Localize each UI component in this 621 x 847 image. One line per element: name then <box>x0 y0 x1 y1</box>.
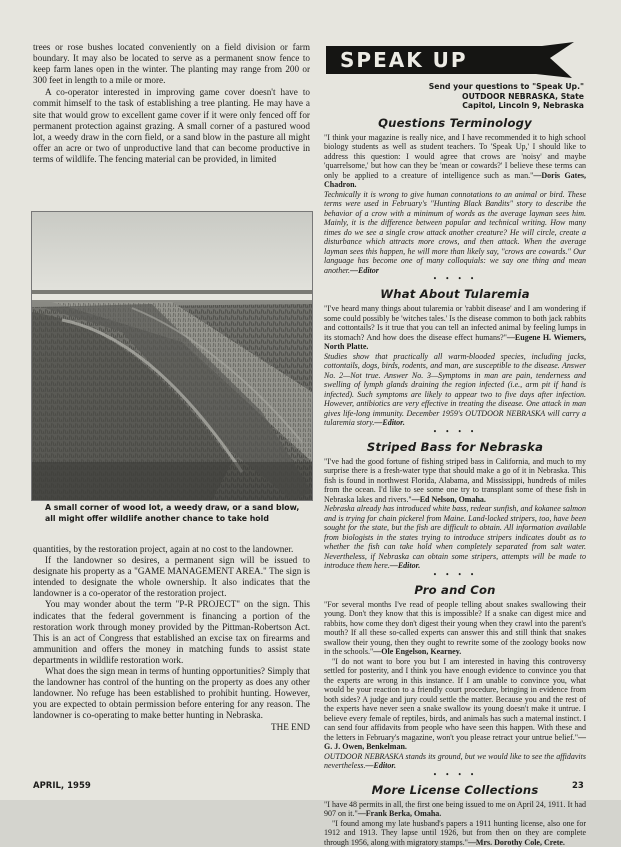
section-divider: • • • • <box>432 275 478 284</box>
speak-up-banner <box>324 40 586 80</box>
section-divider: • • • • <box>432 427 478 436</box>
page-number: 23 <box>572 781 584 791</box>
section-heading: Pro and Con <box>414 582 496 597</box>
editor-reply: Nebraska already has introduced white bass, redear sunfish, and kokanee salmon and is trying for chain pickerel from Maine. Land-locked stripers, too, have been sought for the state, but the fish are difficult to obtain. All information available from biologists in the states trying to introduce stripers indicates doubt as to whether the fish can take hold when completely separated from salt water. Nevertheless, if Nebraska can obtain some stripers, attempts will be made to introduce them here.—Editor. <box>324 504 586 571</box>
reader-letter: "I found among my late husband's papers a 1911 hunting license, also one for 1912 and 1913. They lapse until 1926, but from then on they are complete through 1956, along with migratory stamps."—Mrs. Dorothy Cole, Crete. <box>324 818 586 847</box>
section-heading: More License Collections <box>371 782 539 797</box>
reader-letter: "I've heard many things about tularemia or 'rabbit disease' and I am wondering if some could possibly be 'witches tales.' Is the disease common to both jack rabbits and cottontails? Is it true that you can tell an infected animal by feeling lumps in its stomach? And how does the disease effect humans?"—Eugene H. Wiemers, North Platte. <box>324 304 587 352</box>
article-paragraph: You may wonder about the term "P-R PROJECT" on the sign. This indicates that the federal government is financing a portion of the restoration work through money provided by the Pittman-Robertson Act. This is an act of Congress that established an excise tax on firearms and ammunition and offers the money in matching funds to assist state departments in wildlife restoration work. <box>33 599 310 665</box>
section-heading: What About Tularemia <box>380 287 530 302</box>
article-paragraph: If the landowner so desires, a permanent sign will be issued to designate his property as a "GAME MANAGEMENT AREA." The sign is intended to designate the whole ownership. It also indicates that the landowner is a co-operator of the restoration project. <box>33 555 310 599</box>
left-column-top <box>33 42 310 165</box>
reader-letter: "I think your magazine is really nice, and I have recommended it to high school biology students as well as student teachers. To 'Speak Up,' I should like to address this question: I would agree that crows are 'noisy' and maybe 'quarrelsome,' but how can they be 'mean or cowards?' I believe these terms can only be applied to a creature of intelligence such as man."—Doris Gates, Chadron. <box>324 132 586 190</box>
reader-letter: "I do not want to bore you but I am interested in having this controversy settled for posterity, and I think you have enough evidence to convince you that the experts are wrong in this instance. If I am unable to convince you, what would be your reaction to a friendly court procedure, bringing in evidence from both sides? A judge and jury could settle the matter. Because you and the rest of the experts have never seen a snake swallow its young doesn't make it untrue. I believe every female of reptiles, birds, and animals has such a maternal instinct. I can send four affidavits from people who have seen this happen. With these and the letters in February's magazine, won't you please retract your untrue belief."—G. J. Owen, Benkelman. <box>324 656 586 752</box>
editor-reply: OUTDOOR NEBRASKA stands its ground, but we would like to see the affidavits nevertheless.—Editor. <box>324 751 586 771</box>
wood-lot-photo <box>31 211 313 501</box>
editor-reply: Studies show that practically all warm-blooded species, including jacks, cottontails, dogs, birds, rodents, and man, are susceptible to the disease. Answer No. 2—Not true. Answer No. 3—Symptoms in man are pain, tenderness and swelling of lymph glands draining the region infected (i.e., arm pit if hand is infected). Such symptoms are likely to appear two to five days after infection. However, antibiotics are very effective in treating the disease. One attack in man gives life-long immunity. December 1959's OUTDOOR NEBRASKA will carry a tularemia story.—Editor. <box>324 351 586 428</box>
photo-caption: A small corner of wood lot, a weedy draw, or a sand blow, all might offer wildlife another chance to take hold <box>45 503 300 523</box>
editor-reply: Technically it is wrong to give human connotations to an animal or bird. These terms were used in February's "Hunting Black Bandits" story to describe the behavior of a crow with a minimum of words as the average layman sees him. Mainly, it is the difference between popular and technical writing. How many times do we see a single crow attack another creature? He will circle, create a disturbance which attracts more crows, and then attack. When the average layman sees this happen, he will more than likely say, "crows are cowards." Our language has become one of many colloquials: we say one thing and mean another.—Editor <box>324 189 586 275</box>
article-paragraph: A co-operator interested in improving game cover doesn't have to commit himself to the task of establishing a tree planting. He may have a site that would grow to excellent game cover if it were only fenced off for permanent protection against grazing. A small corner of a pastured wood lot, a weedy draw in the corn field, or a sand blow in the pasture all might offer an acre or two of unproductive land that can become productive in terms of wildlife. The fencing material can be provided, in limited <box>33 87 310 164</box>
section-heading: Striped Bass for Nebraska <box>366 439 544 454</box>
section-divider: • • • • <box>432 570 478 579</box>
speak-up-column <box>324 40 586 847</box>
left-column-bottom <box>33 544 310 733</box>
the-end-label: THE END <box>270 721 310 732</box>
issue-date: APRIL, 1959 <box>33 781 91 791</box>
reader-letter: "For several months I've read of people telling about snakes swallowing their young. Don't they know that this is impossible? If a snake can digest mice and rabbits, how come they don't digest their young when they crawl into the parent's mouth? If all these so-called experts can answer this and still think that snakes swallow their young, then they ought to rewrite some of the zoology books now in the schools."—Ole Engelson, Kearney. <box>324 599 586 657</box>
article-paragraph: quantities, by the restoration project, again at no cost to the landowner. <box>33 544 294 554</box>
section-divider: • • • • <box>432 770 478 779</box>
reader-letter: "I have 48 permits in all, the first one being issued to me on April 24, 1911. It had 907 on it."—Frank Berka, Omaha. <box>324 799 586 819</box>
send-questions: Send your questions to "Speak Up." OUTDOOR NEBRASKA, State Capitol, Lincoln 9, Nebraska <box>428 82 584 111</box>
reader-letter: "I've had the good fortune of fishing striped bass in California, and much to my surprise there is a fresh-water type that should make a go of it in Nebraska. This fish is found in northwest Florida, Alabama, and Mississippi, hundreds of miles from the ocean. I'd like to see some one try to transplant some of these fish in Nebraska lakes and rivers."—Ed Nelson, Omaha. <box>324 456 586 504</box>
banner-title: SPEAK UP <box>340 48 468 72</box>
section-heading: Questions Terminology <box>378 115 532 130</box>
article-paragraph: trees or rose bushes located conveniently on a field division or farm boundary. It may also be located to serve as a permanent snow fence to keep farm lanes open in the winter. The planting may range from 200 or 300 feet in length to a mile or more. <box>33 42 310 86</box>
article-paragraph: What does the sign mean in terms of hunting opportunities? Simply that the landowner has control of the hunting on the property as does any other landowner. No refuge has been established to prohibit hunting. However, you are expected to obtain permission before entering for any reason. The landowner is co-operating to make better hunting in Nebraska. <box>33 666 310 721</box>
